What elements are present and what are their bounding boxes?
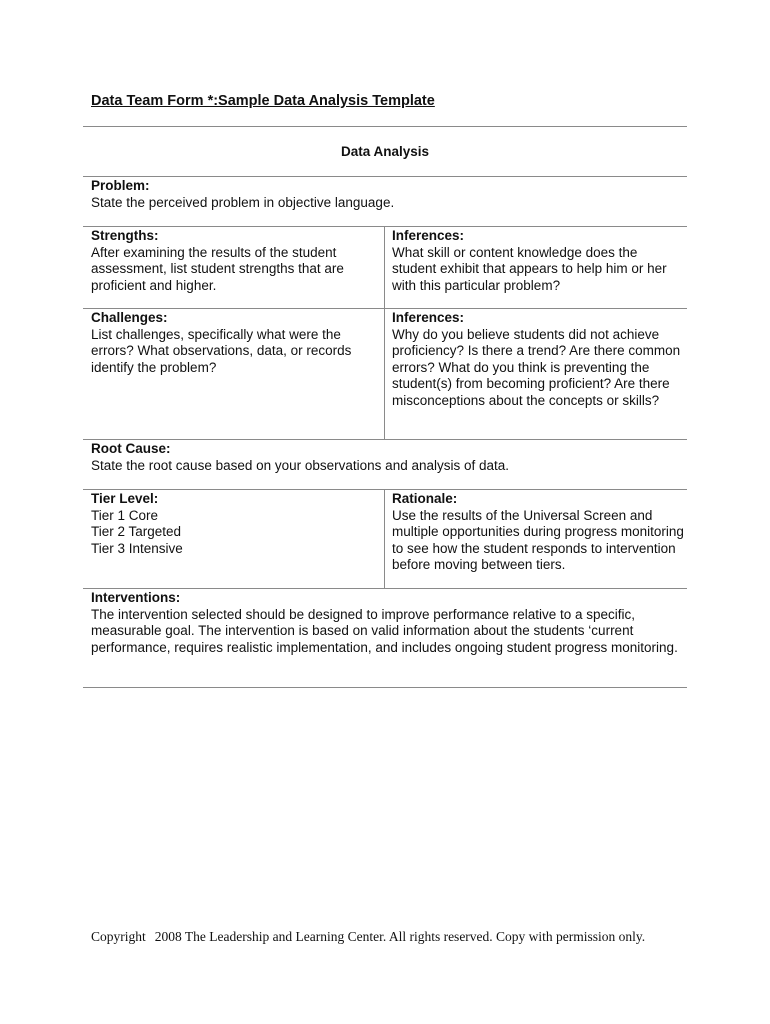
strengths-inferences-label: Inferences:: [392, 228, 465, 243]
column-divider-lower: [384, 489, 385, 588]
strengths-text: After examining the results of the student assessment, list student strengths that are proficient and higher.: [91, 244, 344, 293]
root-cause-section: [91, 441, 681, 474]
document-title: Data Team Form *:Sample Data Analysis Template: [91, 93, 435, 109]
problem-text: State the perceived problem in objective language.: [91, 194, 395, 210]
strengths-inferences-section: [392, 228, 684, 294]
tier-level-item: Tier 2 Targeted: [91, 524, 182, 539]
section-heading: Data Analysis: [340, 144, 430, 159]
rationale-label: Rationale:: [392, 491, 458, 506]
problem-section: [91, 178, 681, 211]
divider-top: [83, 126, 687, 127]
column-divider-upper: [384, 226, 385, 439]
divider-root-cause: [83, 439, 687, 440]
divider-challenges: [83, 308, 687, 309]
copyright-footer: [91, 929, 645, 945]
root-cause-text: State the root cause based on your observations and analysis of data.: [91, 457, 510, 473]
tier-level-label: Tier Level:: [91, 491, 159, 506]
root-cause-label: Root Cause:: [91, 441, 171, 456]
problem-label: Problem:: [91, 178, 150, 193]
strengths-section: [91, 228, 376, 294]
divider-interventions: [83, 588, 687, 589]
challenges-section: [91, 310, 376, 376]
copyright-word: Copyright: [91, 929, 146, 944]
strengths-inferences-text: What skill or content knowledge does the student exhibit that appears to help him or her with this particular problem?: [392, 244, 667, 293]
rationale-text: Use the results of the Universal Screen and multiple opportunities during progress monitoring to see how the student responds to intervention before moving between tiers.: [392, 507, 684, 572]
tier-level-item: Tier 3 Intensive: [91, 540, 183, 556]
challenges-label: Challenges:: [91, 310, 168, 325]
challenges-inferences-text: Why do you believe students did not achieve proficiency? Is there a trend? Are there common errors? What do you think is preventing the student(s) from becoming proficient? Are there misconceptions about the concepts or skills?: [392, 326, 681, 408]
divider-strengths: [83, 226, 687, 227]
interventions-text: The intervention selected should be designed to improve performance relative to a specific, measurable goal. The intervention is based on valid information about the students ‘current performance, requires realistic implementation, and includes ongoing student progress monitoring.: [91, 606, 678, 655]
tier-level-item: Tier 1 Core: [91, 507, 159, 523]
challenges-inferences-section: [392, 310, 684, 409]
interventions-label: Interventions:: [91, 590, 181, 605]
tier-level-section: [91, 491, 376, 557]
challenges-inferences-label: Inferences:: [392, 310, 465, 325]
challenges-text: List challenges, specifically what were the errors? What observations, data, or records identify the problem?: [91, 326, 352, 375]
interventions-section: [91, 590, 681, 656]
divider-tier: [83, 489, 687, 490]
rationale-section: [392, 491, 684, 574]
divider-bottom: [83, 687, 687, 688]
copyright-text: 2008 The Leadership and Learning Center. All rights reserved. Copy with permission only.: [154, 929, 646, 944]
divider-problem: [83, 176, 687, 177]
strengths-label: Strengths:: [91, 228, 159, 243]
